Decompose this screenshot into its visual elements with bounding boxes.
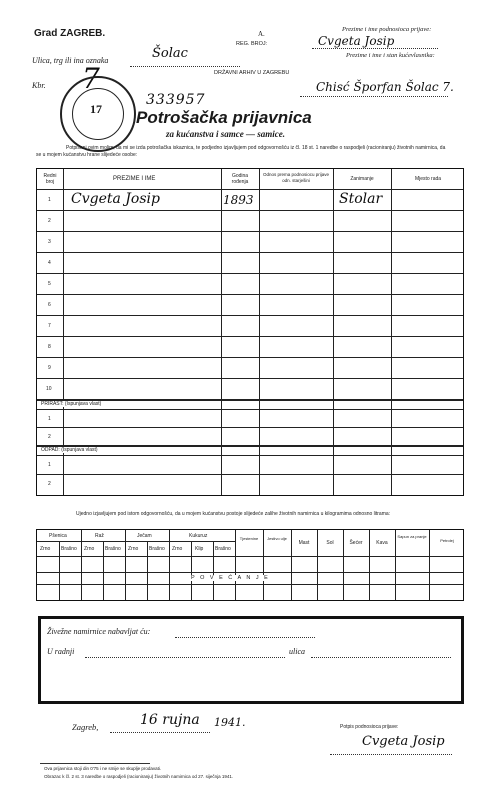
person-year: 1893 [223,193,254,207]
sub-col: Zrno [172,546,183,552]
other-col: Petrolej [440,538,454,543]
povecanje-label: P O V E Ć A N J E [187,575,274,581]
sub-col: Brašno [149,546,165,552]
sub-col: Zrno [84,546,95,552]
odpad-label: ODPAD: (Ispunjava vlast) [41,447,98,453]
other-col: Jestivo ulje [267,536,287,541]
group-kukuruz: Kukuruz [189,533,208,539]
sub-col: Brašno [215,546,231,552]
col-job: Zanimanje [350,176,374,182]
tenant-value: Chisć Šporfan Šolac 7. [316,80,454,94]
table-row: 7 [48,323,51,329]
table-row: 8 [48,344,51,350]
col-name: PREZIME I IME [113,176,156,182]
prirast-label: PRIRAST: (Ispunjava vlast) [41,401,102,407]
house-value: 7 [82,62,100,95]
footer-place: Zagreb, [72,722,99,732]
reg-label: REG. BROJ: [236,41,268,47]
applicant-label: Prezime i ime podnosioca prijave: [342,26,432,33]
letter-a: A. [258,30,265,38]
col-year: Godina rođenja [231,173,249,185]
footer-year: 1941. [214,716,246,729]
odpad-row: 1 [48,462,51,468]
stock-table [36,529,464,601]
page-title: Potrošačka prijavnica [136,108,312,127]
city-label: Grad ZAGREB. [34,28,106,39]
table-row: 9 [48,365,51,371]
street-value: Šolac [152,46,188,61]
archive-stamp: 17 [60,76,136,152]
other-col: Sol [326,540,334,546]
footer-note2: Obrazac k čl. 2 st. 3 naredbe o raspodjeli (racioniranju) životnih namirnica od 27. siječnja 1941. [44,774,234,779]
supply-line2-b: ulica [289,647,305,656]
odpad-row: 2 [48,481,51,487]
table-row: 5 [48,281,51,287]
prirast-row: 1 [48,416,51,422]
table-row: 6 [48,302,51,308]
sub-col: Zrno [128,546,139,552]
person-name: Cvgeta Josip [71,191,160,207]
sub-col: Klip [195,546,204,552]
table-row: 3 [48,239,51,245]
col-work: Mjesto rada [414,176,442,182]
supply-line1: Živežne namirnice nabavljat ću: [47,627,151,636]
table-row: 10 [46,386,52,392]
col-no: Redni broj [43,173,57,185]
street-label: Ulica, trg ili ina oznaka [32,56,109,65]
intro-text: Potpisani ovim molim, da mi se izda potrošačka iskaznica, te podjedno izjavljujem pod odgovornošću iz čl. 18 st. 1 naredbe o raspodjeli (racioniranju) životnih namirnica, da se u mojem kućanstvu hrane slijedeće osobe: [36,145,446,158]
group-jecam: Ječam [137,533,152,539]
archive-label: DRŽAVNI ARHIV U ZAGREBU [214,70,290,76]
group-psenica: Pšenica [49,533,67,539]
group-raz: Raž [95,533,104,539]
table-row: 4 [48,260,51,266]
other-col: Sapun za pranje [397,534,427,539]
page-subtitle: za kućanstva i samce — samice. [166,129,285,139]
person-job: Stolar [339,191,383,207]
signature: Cvgeta Josip [362,734,445,749]
supply-line2-a: U radnji [47,647,75,656]
other-col: Mast [298,540,310,546]
supply-box [38,616,464,704]
applicant-value: Cvgeta Josip [318,34,395,48]
house-label: Kbr. [32,81,46,90]
other-col: Tjestenine [239,536,259,541]
signature-label: Potpis podnosioca prijave: [340,724,399,730]
table-row: 2 [48,218,51,224]
serial-number: 333957 [146,92,206,108]
prirast-row: 2 [48,434,51,440]
footer-date: 16 rujna [140,712,200,728]
stock-intro: Ujedno izjavljujem pod istom odgovornošću, da u mojem kućanstvu postoje slijedeće zalihe životnih namirnica u kilogramima odnosno litrama: [76,511,391,517]
table-row: 1 [48,197,51,203]
other-col: Šećer [349,540,363,546]
col-relation: Odnos prema podnosiocu prijave odn. starješini [262,172,330,183]
sub-col: Brašno [105,546,121,552]
tenant-label: Prezime i ime i stan kućevlasnika: [346,52,435,59]
footer-note1: Ova prijavnica stoji din 0'75 i ne smije se skuplje prodavati. [44,766,162,771]
sub-col: Brašno [61,546,77,552]
other-col: Kava [376,540,388,546]
sub-col: Zrno [40,546,51,552]
persons-table [36,168,464,496]
